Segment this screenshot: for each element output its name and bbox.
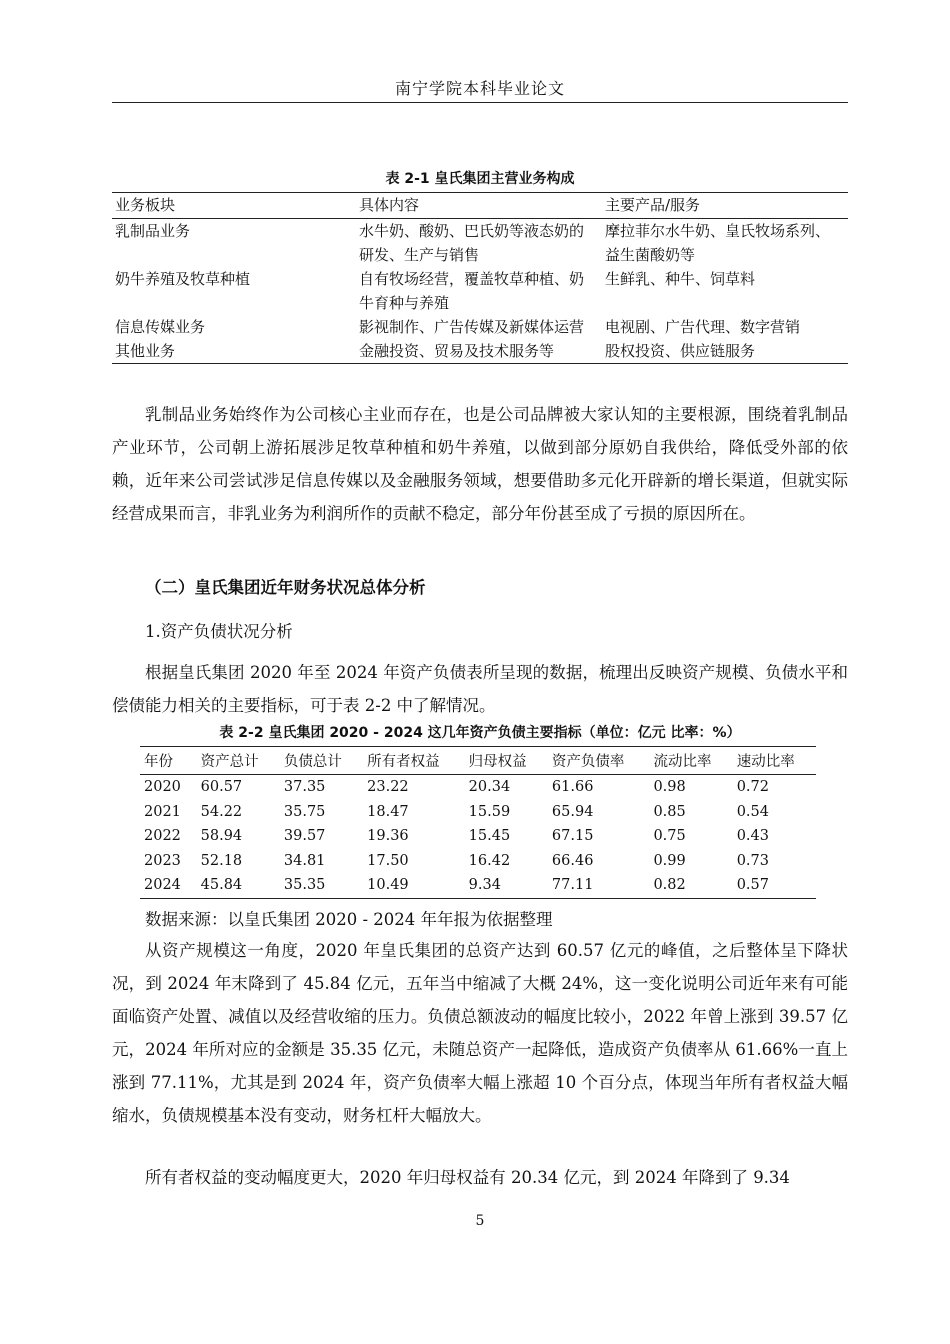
table-cell: 19.36: [367, 828, 409, 845]
table-row: [112, 315, 848, 339]
table-header-cell: 归母权益: [465, 747, 548, 775]
table-cell: 20.34: [468, 779, 511, 796]
table-cell: 9.34: [465, 873, 548, 898]
table-cell: 15.45: [468, 828, 511, 845]
table-cell: 乳制品业务: [115, 222, 191, 240]
table-row: [140, 775, 816, 800]
table-header-cell: 资产负债率: [548, 747, 650, 775]
table-cell: 电视剧、广告代理、数字营销: [605, 318, 801, 336]
table-cell: 0.85: [653, 803, 686, 820]
table-cell: 58.94: [200, 828, 243, 845]
section-heading: （二）皇氏集团近年财务状况总体分析: [145, 578, 426, 597]
table-cell: 17.50: [367, 852, 409, 869]
body-paragraph: 从资产规模这一角度，2020 年皇氏集团的总资产达到 60.57 亿元的峰值，之后整体呈下降状况，到 2024 年末降到了 45.84 亿元，五年当中缩减了大概 24%，这一变化说明公司近年来有可能面临资产处置、减值以及经营收缩的压力。负债总额波动的幅度比较小，2022 年曾上涨到 39.57 亿元，2024 年所对应的金额是 35.35 亿元，未随总资产一起降低，造成资产负债率从 61.66%一直上涨到 77.11%，尤其是到 2024 年，资产负债率大幅上涨超 10 个百分点，体现当年所有者权益大幅缩水，负债规模基本没有变动，财务杠杆大幅放大。: [112, 941, 848, 1125]
table-cell: 23.22: [367, 779, 409, 796]
table2-caption: 表 2-2 皇氏集团 2020 - 2024 这几年资产负债主要指标（单位：亿元 比率：%）: [219, 725, 741, 741]
table-header-cell: 流动比率: [649, 747, 732, 775]
table-cell: 35.75: [283, 803, 326, 820]
table-cell: 2024: [140, 873, 197, 898]
table-cell: 67.15: [551, 828, 594, 845]
table-cell: 35.35: [280, 873, 363, 898]
table1-caption: 表 2-1 皇氏集团主营业务构成: [385, 171, 575, 187]
body-paragraph: 乳制品业务始终作为公司核心主业而存在，也是公司品牌被大家认知的主要根源，围绕着乳制品产业环节，公司朝上游拓展涉足牧草种植和奶牛养殖，以做到部分原奶自我供给，降低受外部的依赖，近年来公司尝试涉足信息传媒以及金融服务领域，想要借助多元化开辟新的增长渠道，但就实际经营成果而言，非乳业务为利润所作的贡献不稳定，部分年份甚至成了亏损的原因所在。: [112, 405, 848, 523]
table-cell: 39.57: [283, 828, 326, 845]
table-cell: 摩拉菲尔水牛奶、皇氏牧场系列、益生菌酸奶等: [605, 222, 831, 264]
business-structure-table: [112, 192, 848, 364]
table-cell: 0.54: [736, 803, 769, 820]
table-cell: 52.18: [200, 852, 243, 869]
table-cell: 生鲜乳、种牛、饲草料: [605, 270, 756, 288]
table-header-cell: 速动比率: [733, 747, 816, 775]
balance-sheet-indicators-table: [140, 746, 816, 899]
table-cell: 54.22: [200, 803, 243, 820]
body-paragraph: 根据皇氏集团 2020 年至 2024 年资产负债表所呈现的数据，梳理出反映资产规模、负债水平和偿债能力相关的主要指标，可于表 2-2 中了解情况。: [112, 663, 848, 715]
table-cell: 66.46: [551, 852, 594, 869]
table-cell: 2023: [144, 852, 181, 869]
table-header-cell: 年份: [140, 747, 197, 775]
table-row: [112, 339, 848, 364]
header-rule: [112, 102, 848, 103]
table-cell: 18.47: [367, 803, 409, 820]
table-header-cell: 具体内容: [356, 193, 602, 219]
subsection-heading: 1.资产负债状况分析: [145, 622, 293, 641]
table-cell: 65.94: [551, 803, 594, 820]
table-cell: 0.99: [653, 852, 686, 869]
table-cell: 2021: [144, 803, 181, 820]
table-row: [140, 824, 816, 849]
table-cell: 信息传媒业务: [115, 318, 206, 336]
table-cell: 0.82: [649, 873, 732, 898]
table-cell: 影视制作、广告传媒及新媒体运营: [359, 318, 585, 336]
data-source-note: 数据来源：以皇氏集团 2020 - 2024 年年报为依据整理: [145, 910, 553, 929]
table-cell: 45.84: [197, 873, 280, 898]
table-header-cell: 业务板块: [112, 193, 356, 219]
table-cell: 15.59: [468, 803, 511, 820]
table-cell: 10.49: [363, 873, 465, 898]
table-cell: 0.75: [653, 828, 686, 845]
table-cell: 37.35: [283, 779, 326, 796]
table-cell: 奶牛养殖及牧草种植: [115, 270, 251, 288]
table-row: [140, 849, 816, 874]
table-header-row: [140, 747, 816, 775]
table-row: [140, 800, 816, 825]
table-cell: 0.73: [736, 852, 769, 869]
page-number: 5: [475, 1213, 485, 1229]
table-header-cell: 资产总计: [197, 747, 280, 775]
table-cell: 60.57: [200, 779, 243, 796]
table-row: [112, 267, 848, 315]
table-cell: 0.72: [736, 779, 769, 796]
table-cell: 2022: [144, 828, 181, 845]
table-cell: 水牛奶、酸奶、巴氏奶等液态奶的研发、生产与销售: [359, 222, 585, 264]
table-cell: 股权投资、供应链服务: [602, 339, 848, 364]
table-cell: 61.66: [551, 779, 594, 796]
table-row: [140, 873, 816, 898]
table-cell: 2020: [144, 779, 181, 796]
table-cell: 金融投资、贸易及技术服务等: [356, 339, 602, 364]
table-cell: 77.11: [548, 873, 650, 898]
table-cell: 0.98: [653, 779, 686, 796]
table-cell: 自有牧场经营，覆盖牧草种植、奶牛育种与养殖: [359, 270, 585, 312]
table-cell: 0.57: [733, 873, 816, 898]
table-row: [112, 219, 848, 268]
table-header-cell: 负债总计: [280, 747, 363, 775]
table-cell: 0.43: [736, 828, 769, 845]
table-header-row: [112, 193, 848, 219]
body-paragraph: 所有者权益的变动幅度更大，2020 年归母权益有 20.34 亿元，到 2024 年降到了 9.34: [145, 1168, 790, 1187]
table-header-cell: 主要产品/服务: [602, 193, 848, 219]
table-cell: 其他业务: [112, 339, 356, 364]
table-cell: 34.81: [283, 852, 326, 869]
table-cell: 16.42: [468, 852, 511, 869]
page-header: 南宁学院本科毕业论文: [394, 79, 565, 98]
table-header-cell: 所有者权益: [363, 747, 465, 775]
